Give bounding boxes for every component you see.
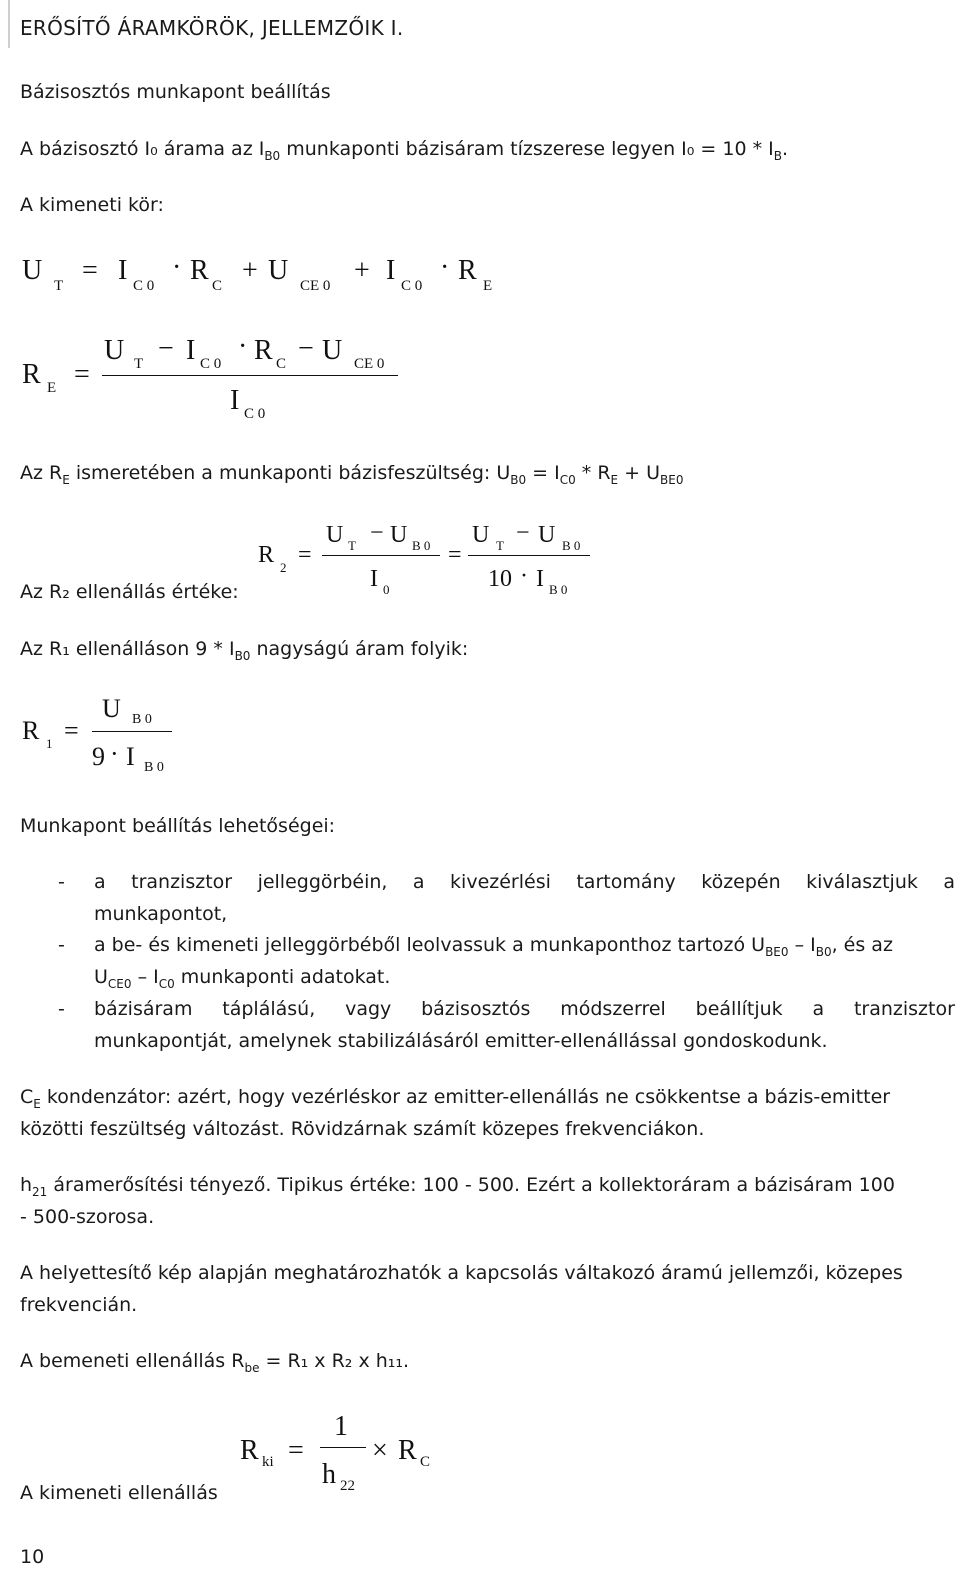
word: közepén [701, 871, 781, 893]
bullet-dash: - [58, 871, 65, 893]
word: kiválasztjuk [806, 871, 918, 893]
eq4-number: 9 [92, 742, 105, 771]
eq2-symbol: R [254, 335, 273, 366]
word: tartomány [576, 871, 676, 893]
eq1-operator: · [172, 252, 182, 283]
eq1-subscript: C 0 [401, 278, 423, 294]
rki-subscript: C [420, 1454, 431, 1470]
eq1-operator: · [440, 252, 450, 283]
b2l2-sub-2: C0 [158, 977, 175, 991]
word: kivezérlési [450, 871, 551, 893]
eq1-subscript: E [483, 278, 493, 294]
intro-text-3: . [781, 138, 789, 160]
eq2-symbol: U [104, 335, 125, 366]
eq1-subscript: T [54, 278, 64, 294]
eq4-subscript: 1 [46, 736, 53, 751]
word: módszerrel [560, 998, 666, 1020]
rki-subscript: 22 [340, 1478, 355, 1494]
eq1-symbol: I [386, 255, 396, 286]
eq4-symbol: U [102, 694, 121, 723]
eq1-subscript: C [212, 278, 223, 294]
eq1-symbol: U [22, 255, 43, 286]
b2-sub-1: BE0 [765, 945, 789, 959]
output-circuit-label: A kimeneti kör: [20, 194, 164, 216]
r2-label: Az R₂ ellenállás értéke: [20, 581, 239, 603]
eq1-symbol: I [118, 255, 128, 286]
h21-paragraph-line-1 [20, 1173, 895, 1199]
word: bázisosztós [421, 998, 531, 1020]
eq4-operator: = [64, 716, 79, 745]
h21-text: áramerősítési tényező. Tipikus értéke: 100 - 500. Ezért a kollektoráram a bázisáram 100 [47, 1174, 895, 1196]
rbe-text-b: = R₁ x R₂ x h₁₁. [259, 1350, 410, 1372]
rki-subscript: ki [262, 1454, 274, 1470]
eq2-subscript: CE 0 [354, 356, 385, 372]
eq3-symbol: R [258, 542, 275, 568]
h21-paragraph-line-2: - 500-szorosa. [20, 1206, 155, 1228]
bullet-1-line-2: munkapontot, [94, 903, 228, 925]
r1-text-a: Az R₁ ellenálláson 9 * I [20, 638, 235, 660]
b2l2-text-b: – I [131, 966, 159, 988]
rki-fraction-bar [320, 1447, 366, 1448]
b2l2-sub-1: CE0 [107, 977, 132, 991]
word: a [412, 871, 425, 893]
rki-operator: × [372, 1435, 388, 1466]
eq1-operator: = [82, 255, 98, 286]
re-sub-b: B0 [510, 473, 527, 487]
r1-sub-a: B0 [234, 649, 251, 663]
eq3-subscript: B 0 [412, 538, 431, 553]
eq3-fraction-bar-1 [322, 555, 440, 556]
bullet-dash: - [58, 998, 65, 1020]
ce-symbol: C [20, 1086, 34, 1108]
word: táplálású, [222, 998, 316, 1020]
word: a [943, 871, 955, 893]
re-sub-a: E [62, 473, 70, 487]
eq3-operator: − [516, 520, 530, 546]
b2-text-c: , és az [831, 934, 893, 956]
eq3-symbol: U [390, 522, 408, 548]
word: vagy [345, 998, 392, 1020]
eq4-operator: · [110, 739, 119, 768]
re-text-e: + U [618, 462, 661, 484]
re-sub-c: C0 [559, 473, 576, 487]
h21-symbol: h [20, 1174, 33, 1196]
bullet-2-line-2 [94, 965, 390, 991]
eq2-subscript: C [276, 356, 287, 372]
eq3-symbol: U [538, 522, 556, 548]
section-title: Bázisosztós munkapont beállítás [20, 81, 331, 103]
ce-sub: E [33, 1097, 41, 1111]
re-text-b: ismeretében a munkaponti bázisfeszültség: U [69, 462, 511, 484]
eq1-symbol: R [458, 255, 477, 286]
page-number: 10 [20, 1546, 45, 1568]
eq4-fraction-bar [92, 731, 172, 732]
b2-sub-2: B0 [815, 945, 832, 959]
eq2-operator: − [158, 333, 174, 364]
eq3-symbol: I [536, 566, 544, 592]
rbe-sub: be [244, 1361, 260, 1375]
eq2-symbol: I [186, 335, 196, 366]
eq1-symbol: U [268, 255, 289, 286]
intro-text-2: munkaponti bázisáram tízszerese legyen I₀ = 10 * I [280, 138, 774, 160]
b2l2-text-a: U [94, 966, 108, 988]
word: tranzisztor [853, 998, 955, 1020]
word: a [94, 871, 106, 893]
word: jelleggörbéin, [257, 871, 388, 893]
word: bázisáram [94, 998, 193, 1020]
bullet-2-line-1 [94, 933, 955, 959]
base-voltage-text [20, 461, 683, 487]
word: a [812, 998, 825, 1020]
eq3-subscript: T [496, 538, 504, 553]
ce-text: kondenzátor: azért, hogy vezérléskor az emitter-ellenállás ne csökkentse a bázis-emitter [40, 1086, 891, 1108]
rki-operator: = [288, 1435, 304, 1466]
re-text-d: * R [575, 462, 611, 484]
eq2-fraction-bar [102, 375, 398, 376]
bullet-3-line-2: munkapontját, amelynek stabilizálásáról emitter-ellenállással gondoskodunk. [94, 1030, 828, 1052]
page-header-title: ERŐSÍTŐ ÁRAMKÖRÖK, JELLEMZŐIK I. [20, 16, 404, 40]
eq2-subscript: C 0 [244, 406, 266, 422]
eq3-number: 10 [488, 566, 512, 592]
re-sub-e: BE0 [660, 473, 684, 487]
rbe-text-a: A bemeneti ellenállás R [20, 1350, 245, 1372]
intro-sub-1: B0 [264, 149, 281, 163]
eq1-operator: + [354, 255, 370, 286]
r1-current-text [20, 637, 468, 663]
eq3-subscript: 0 [383, 582, 390, 597]
eq1-symbol: R [190, 255, 209, 286]
rki-symbol: R [240, 1435, 259, 1466]
eq3-symbol: U [326, 522, 344, 548]
eq3-operator: = [298, 542, 312, 568]
re-text-c: = I [526, 462, 560, 484]
bullet-1-line-1 [94, 870, 955, 894]
eq2-subscript: C 0 [200, 356, 222, 372]
equivalent-circuit-line-2: frekvencián. [20, 1294, 138, 1316]
intro-sub-2: B [773, 149, 782, 163]
intro-paragraph [20, 137, 788, 163]
eq2-operator: − [298, 333, 314, 364]
eq1-operator: + [242, 255, 258, 286]
eq3-operator: = [448, 542, 462, 568]
h21-sub: 21 [32, 1185, 48, 1199]
r1-text-b: nagyságú áram folyik: [250, 638, 469, 660]
ce-paragraph-line-1 [20, 1085, 890, 1111]
bullet-dash: - [58, 934, 65, 956]
rki-number: 1 [334, 1411, 348, 1442]
b2-text-b: – I [788, 934, 816, 956]
b2l2-text-c: munkaponti adatokat. [174, 966, 391, 988]
intro-text-1: A bázisosztó I₀ árama az I [20, 138, 265, 160]
eq1-subscript: C 0 [133, 278, 155, 294]
eq3-subscript: B 0 [562, 538, 581, 553]
re-text-a: Az R [20, 462, 63, 484]
eq3-subscript: B 0 [549, 582, 568, 597]
bullet-3-line-1 [94, 997, 955, 1021]
eq2-subscript: T [134, 356, 144, 372]
eq3-subscript: T [348, 538, 356, 553]
eq3-symbol: I [370, 566, 378, 592]
eq2-operator: = [74, 359, 90, 390]
eq2-symbol: U [322, 335, 343, 366]
eq3-subscript: 2 [280, 560, 287, 575]
eq2-subscript: E [47, 380, 57, 396]
b2-text-a: a be- és kimeneti jelleggörbéből leolvassuk a munkaponthoz tartozó U [94, 934, 766, 956]
rki-symbol: h [322, 1459, 336, 1490]
eq3-operator: − [370, 520, 384, 546]
eq3-fraction-bar-2 [468, 555, 590, 556]
eq3-operator: · [520, 563, 528, 589]
input-resistance-text [20, 1349, 409, 1375]
eq4-symbol: I [126, 742, 135, 771]
ce-paragraph-line-2: közötti feszültség változást. Rövidzárnak számít közepes frekvenciákon. [20, 1118, 705, 1140]
eq2-symbol: I [230, 385, 240, 416]
eq2-operator: · [238, 331, 248, 362]
eq4-subscript: B 0 [144, 760, 164, 775]
re-sub-d: E [610, 473, 619, 487]
eq4-subscript: B 0 [132, 712, 152, 727]
options-title: Munkapont beállítás lehetőségei: [20, 815, 336, 837]
equivalent-circuit-line-1: A helyettesítő kép alapján meghatározhatók a kapcsolás váltakozó áramú jellemzői, közepes [20, 1262, 903, 1284]
rki-symbol: R [398, 1435, 417, 1466]
eq2-symbol: R [22, 359, 41, 390]
output-resistance-label: A kimeneti ellenállás [20, 1482, 218, 1504]
word: beállítjuk [695, 998, 783, 1020]
header-rule [8, 0, 10, 48]
bullet-2-text [94, 933, 893, 959]
eq3-symbol: U [472, 522, 490, 548]
word: tranzisztor [131, 871, 233, 893]
eq1-subscript: CE 0 [300, 278, 331, 294]
eq4-symbol: R [22, 716, 40, 745]
